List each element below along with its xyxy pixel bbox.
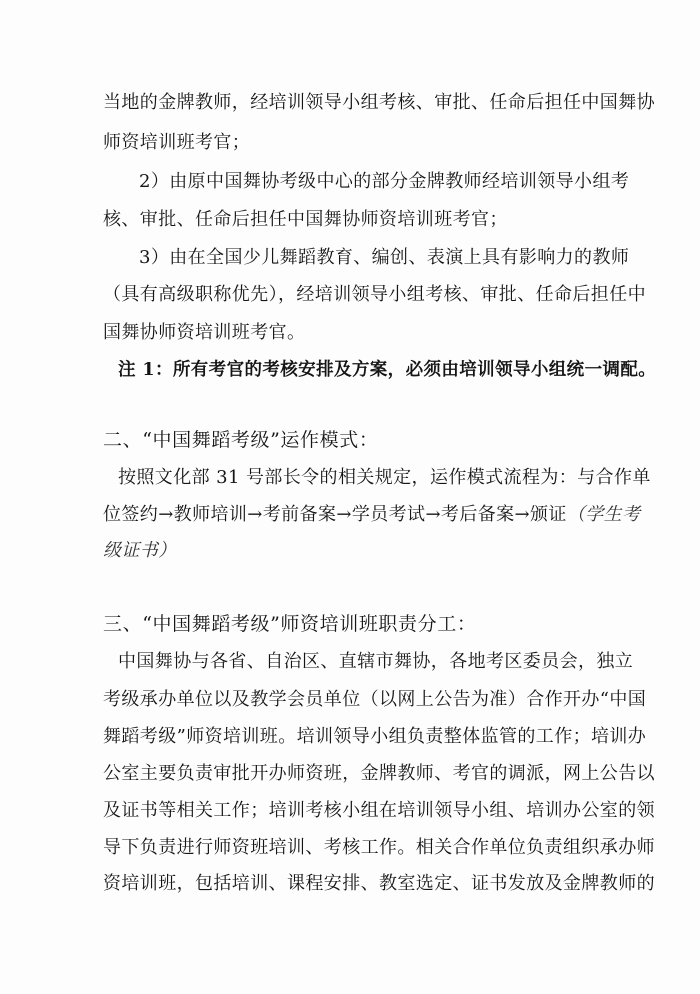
paragraph-line: 公室主要负责审批开办师资班，金牌教师、考官的调派，网上公告以: [103, 763, 655, 784]
certificate-note: （学生考: [566, 504, 641, 525]
list-item-2-line: 2）由原中国舞协考级中心的部分金牌教师经培训领导小组考: [139, 171, 630, 192]
list-item-3-line: 国舞协师资培训班考官。: [103, 322, 306, 343]
section-3-heading: 三、“中国舞蹈考级”师资培训班职责分工：: [103, 613, 477, 635]
paragraph-line: 当地的金牌教师，经培训领导小组考核、审批、任命后担任中国舞协: [103, 92, 655, 113]
paragraph-line: 师资培训班考官；: [103, 132, 251, 153]
process-flow-text: 位签约→教师培训→考前备案→学员考试→考后备案→颁证: [103, 504, 567, 525]
paragraph-line: 按照文化部 31 号部长令的相关规定，运作模式流程为：与合作单: [118, 467, 651, 488]
list-item-3-line: （具有高级职称优先），经培训领导小组考核、审批、任命后担任中: [103, 284, 646, 305]
paragraph-line: 考级承办单位以及教学会员单位（以网上公告为准）合作开办“中国: [103, 689, 647, 710]
section-2-heading: 二、“中国舞蹈考级”运作模式：: [103, 429, 379, 451]
list-item-2-line: 核、审批、任命后担任中国舞协师资培训班考官；: [103, 209, 508, 230]
paragraph-line: 导下负责进行师资班培训、考核工作。相关合作单位负责组织承办师: [103, 837, 655, 858]
list-item-3-line: 3）由在全国少儿舞蹈教育、编创、表演上具有影响力的教师: [139, 247, 630, 268]
paragraph-line: 中国舞协与各省、自治区、直辖市舞协，各地考区委员会，独立: [118, 651, 634, 672]
paragraph-line: [103, 503, 640, 527]
note-1: 注 1：所有考官的考核安排及方案，必须由培训领导小组统一调配。: [118, 360, 657, 380]
certificate-note: 级证书）: [103, 540, 177, 561]
paragraph-line: 舞蹈考级”师资培训班。培训领导小组负责整体监管的工作；培训办: [103, 726, 647, 747]
paragraph-line: 及证书等相关工作；培训考核小组在培训领导小组、培训办公室的领: [103, 800, 655, 821]
paragraph-line: 资培训班，包括培训、课程安排、教室选定、证书发放及金牌教师的: [103, 873, 655, 894]
